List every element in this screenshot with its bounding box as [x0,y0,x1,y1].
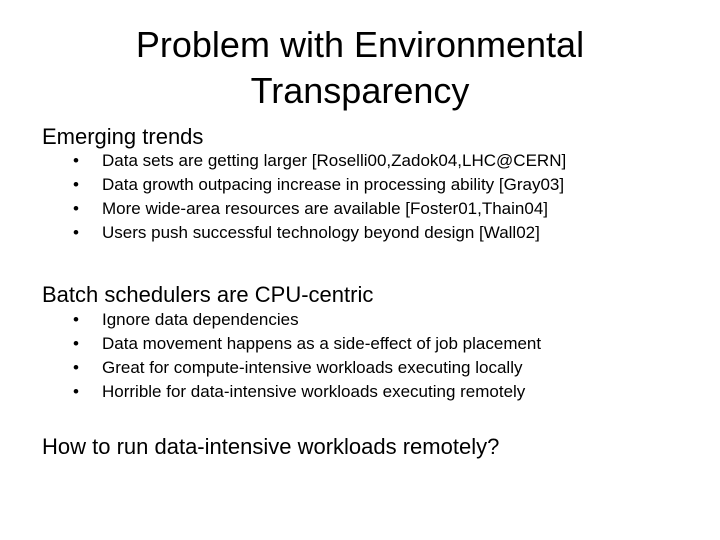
list-item-text: Data movement happens as a side-effect of job placement [102,334,542,353]
bullet-icon: • [73,334,79,353]
list-item-text: Data growth outpacing increase in processing ability [Gray03] [102,175,565,194]
list-item-text: More wide-area resources are available [Foster01,Thain04] [102,199,549,218]
bullet-icon: • [73,151,79,170]
bullet-icon: • [73,175,79,194]
section-heading-emerging-trends: Emerging trends [42,124,204,149]
list-item [72,356,541,380]
emerging-trends-list [72,149,566,245]
slide-title-line-1: Problem with Environmental [135,24,585,65]
list-item [72,173,566,197]
slide-title-line-2: Transparency [250,70,470,111]
bullet-icon: • [73,382,79,401]
slide-title [0,22,720,114]
list-item-text: Users push successful technology beyond design [Wall02] [102,223,540,242]
batch-schedulers-list [72,308,541,404]
list-item-text: Horrible for data-intensive workloads executing remotely [102,382,526,401]
list-item [72,221,566,245]
list-item [72,308,541,332]
bullet-icon: • [73,358,79,377]
list-item [72,380,541,404]
bullet-icon: • [73,223,79,242]
closing-question: How to run data-intensive workloads remotely? [42,434,500,459]
list-item [72,197,566,221]
list-item-text: Data sets are getting larger [Roselli00,Zadok04,LHC@CERN] [102,151,567,170]
list-item [72,332,541,356]
bullet-icon: • [73,310,79,329]
list-item-text: Ignore data dependencies [102,310,299,329]
bullet-icon: • [73,199,79,218]
list-item [72,149,566,173]
list-item-text: Great for compute-intensive workloads executing locally [102,358,523,377]
section-heading-batch-schedulers: Batch schedulers are CPU-centric [42,282,374,307]
